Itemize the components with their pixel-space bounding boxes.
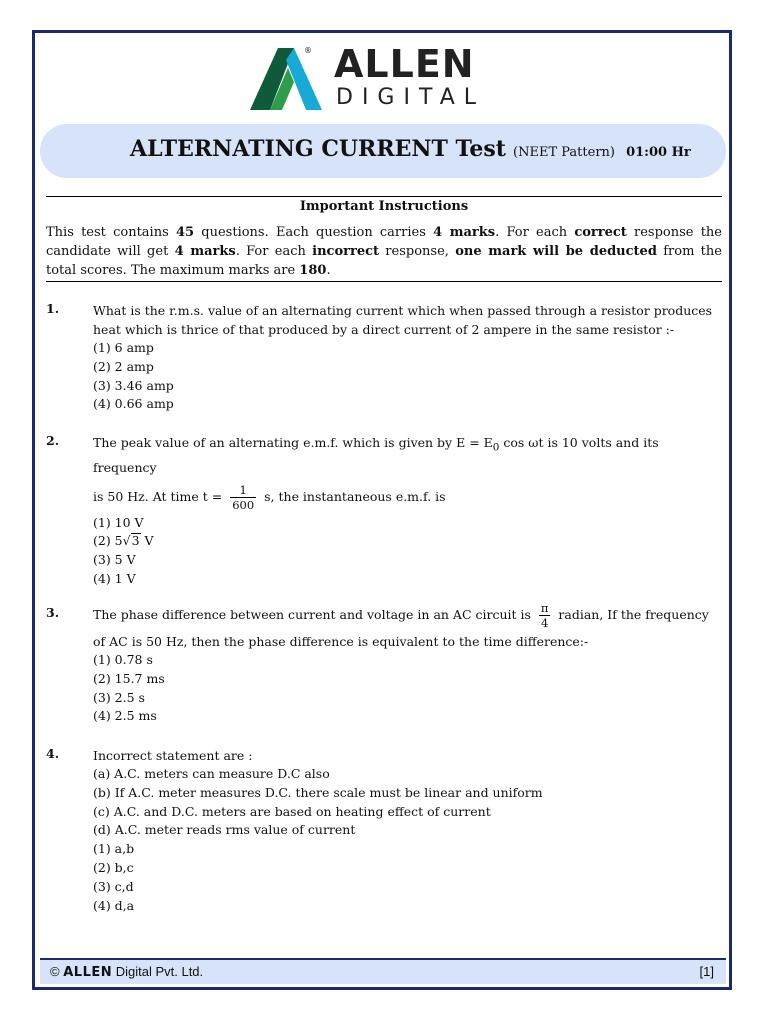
question-text-line-2: of AC is 50 Hz, then the phase difference is equivalent to the time difference:-: [93, 634, 589, 649]
option-3: (3) 2.5 s: [93, 689, 145, 705]
question-number: 1.: [46, 301, 60, 316]
test-title: [130, 136, 691, 162]
option-4: (4) 1 V: [93, 570, 136, 586]
question-text: What is the r.m.s. value of an alternating current which when passed through a resistor produces heat which is thrice of that produced by a direct current of 2 ampere in the same resistor :-: [93, 303, 713, 337]
option-1: (1) 0.78 s: [93, 652, 153, 667]
question-number: 4.: [46, 746, 60, 761]
option-1: (1) 10 V: [93, 514, 144, 530]
title-banner: [40, 124, 726, 178]
question-number: 2.: [46, 433, 60, 448]
question-text-line-1: The phase difference between current and voltage in an AC circuit is $\frac{\pi}{4}$ radian, If the frequency: [93, 601, 709, 630]
question-text: Incorrect statement are :: [93, 748, 253, 763]
footer-copyright: © ALLEN Digital Pvt. Ltd.: [50, 964, 204, 980]
question-number: 3.: [46, 605, 60, 620]
page-number: [1]: [699, 964, 714, 979]
question-text-line-2: is 50 Hz. At time t = $\frac{1}{600}$ s, the instantaneous e.m.f. is: [93, 482, 446, 512]
statement-a: (a) A.C. meters can measure D.C also: [93, 766, 330, 781]
test-duration: 01:00 Hr: [626, 145, 691, 160]
question-text-line-1: The peak value of an alternating e.m.f. which is given by $E = E_0$ cos ωt is 10 volts and its frequency: [93, 435, 659, 475]
allen-digital-logo: [248, 42, 520, 112]
option-3: (3) c,d: [93, 878, 134, 894]
statement-c: (c) A.C. and D.C. meters are based on heating effect of current: [93, 803, 491, 819]
option-2: (2) 15.7 ms: [93, 670, 165, 686]
option-2: (2) 2 amp: [93, 358, 154, 374]
logo-wordmark-allen: ALLEN: [334, 42, 475, 86]
fraction: $\frac{\pi}{4}$: [540, 601, 549, 630]
divider-instructions: [46, 281, 722, 282]
option-4: (4) d,a: [93, 897, 135, 913]
statement-d: (d) A.C. meter reads rms value of current: [93, 822, 356, 838]
test-pattern: (NEET Pattern): [513, 145, 615, 160]
option-4: (4) 0.66 amp: [93, 396, 174, 412]
logo-wordmark-digital: DIGITAL: [336, 85, 486, 110]
option-1: (1) a,b: [93, 841, 135, 857]
page-footer: [40, 958, 726, 984]
instructions-text: This test contains 45 questions. Each question carries 4 marks. For each correct response the candidate will get 4 marks. For each incorrect response, one mark will be deducted from the total scores. The maximum marks are 180.: [46, 225, 722, 278]
fraction: $\frac{1}{600}$: [232, 482, 255, 512]
statement-b: (b) If A.C. meter measures D.C. there scale must be linear and uniform: [93, 784, 543, 800]
test-title-main: ALTERNATING CURRENT Test: [130, 136, 506, 162]
option-1: (1) 6 amp: [93, 340, 154, 355]
option-2: (2) b,c: [93, 859, 134, 875]
divider-top: [46, 196, 722, 197]
allen-logo-mark-icon: [248, 46, 324, 110]
registered-mark: ®: [304, 46, 312, 55]
option-3: (3) 3.46 amp: [93, 377, 174, 393]
option-3: (3) 5 V: [93, 552, 136, 568]
option-2: (2) 5√3 V: [93, 533, 154, 549]
instructions-heading: Important Instructions: [299, 199, 469, 214]
option-4: (4) 2.5 ms: [93, 708, 157, 724]
